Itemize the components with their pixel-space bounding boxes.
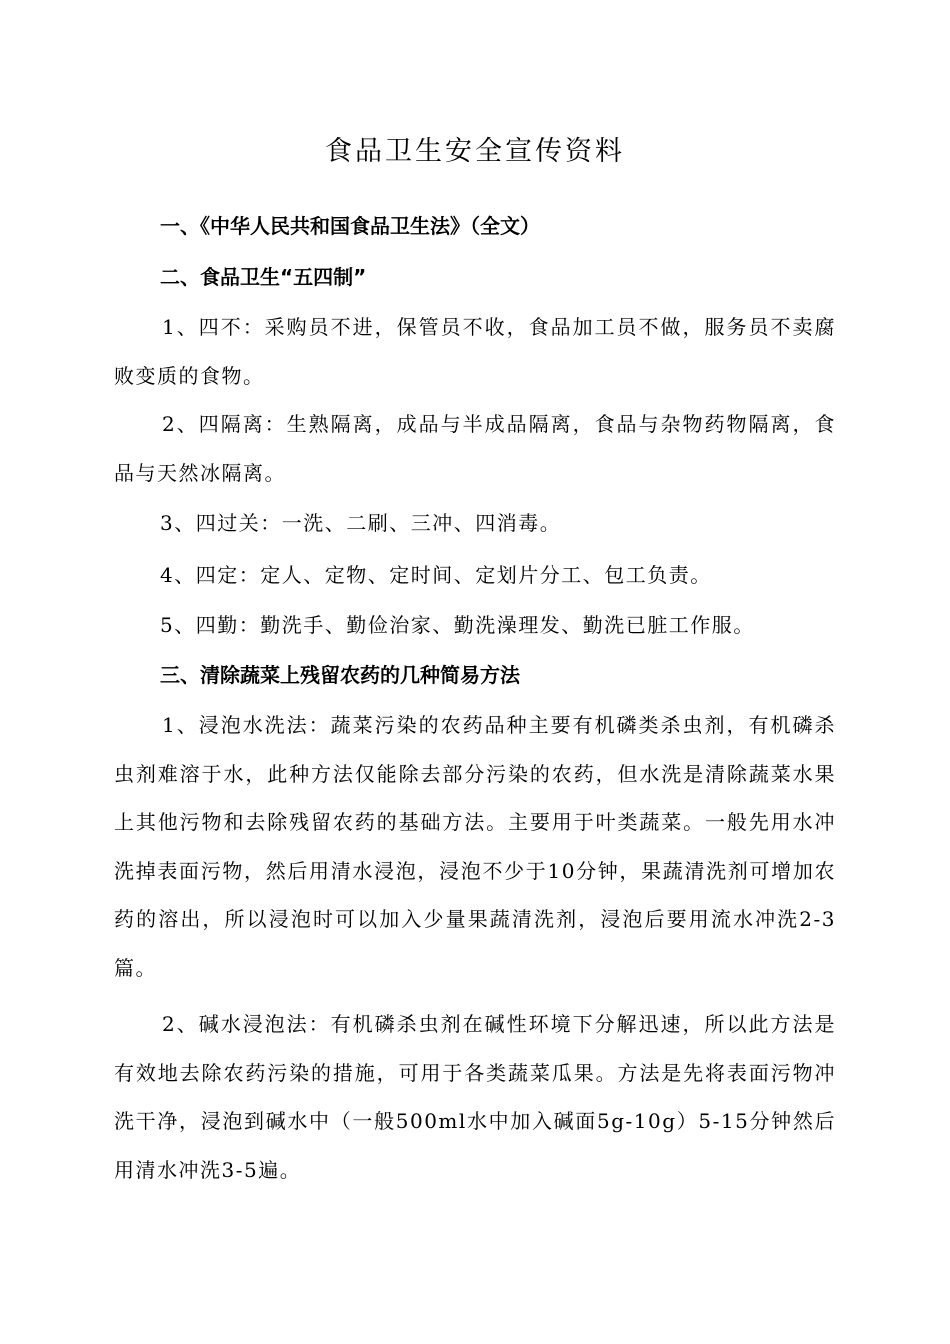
list-item-four-separations: 2、四隔离：生熟隔离，成品与半成品隔离，食品与杂物药物隔离，食品与天然冰隔离。: [114, 412, 836, 485]
document-title: 食品卫生安全宣传资料: [325, 136, 625, 167]
section-heading-pesticide-removal: 三、清除蔬菜上残留农药的几种简易方法: [160, 663, 520, 687]
list-item-four-checks: 3、四过关：一洗、二刷、三冲、四消毒。: [160, 511, 562, 535]
list-item-four-diligences: 5、四勤：勤洗手、勤俭治家、勤洗澡理发、勤洗已脏工作服。: [160, 613, 755, 637]
section-heading-food-hygiene-law: 一、《中华人民共和国食品卫生法》（全文）: [160, 214, 540, 238]
list-item-four-nots: 1、四不：采购员不进，保管员不收，食品加工员不做，服务员不卖腐败变质的食物。: [114, 315, 836, 388]
list-item-four-fixes: 4、四定：定人、定物、定时间、定划片分工、包工负责。: [160, 563, 712, 587]
list-item-soak-wash-method: 1、浸泡水洗法：蔬菜污染的农药品种主要有机磷类杀虫剂，有机磷杀虫剂难溶于水，此种方法仅能除去部分污染的农药，但水洗是清除蔬菜水果上其他污物和去除残留农药的基础方法。主要用于叶类蔬菜。一般先用水冲洗掉表面污物，然后用清水浸泡，浸泡不少于10分钟，果蔬清洗剂可增加农药的溶出，所以浸泡时可以加入少量果蔬清洗剂，浸泡后要用流水冲洗2-3篇。: [114, 713, 836, 980]
list-item-alkaline-soak-method: 2、碱水浸泡法：有机磷杀虫剂在碱性环境下分解迅速，所以此方法是有效地去除农药污染的措施，可用于各类蔬菜瓜果。方法是先将表面污物冲洗干净，浸泡到碱水中（一般500ml水中加入碱面5g-10g）5-15分钟然后用清水冲洗3-5遍。: [114, 1012, 836, 1182]
section-heading-five-four-system: 二、食品卫生“五四制”: [160, 265, 367, 289]
